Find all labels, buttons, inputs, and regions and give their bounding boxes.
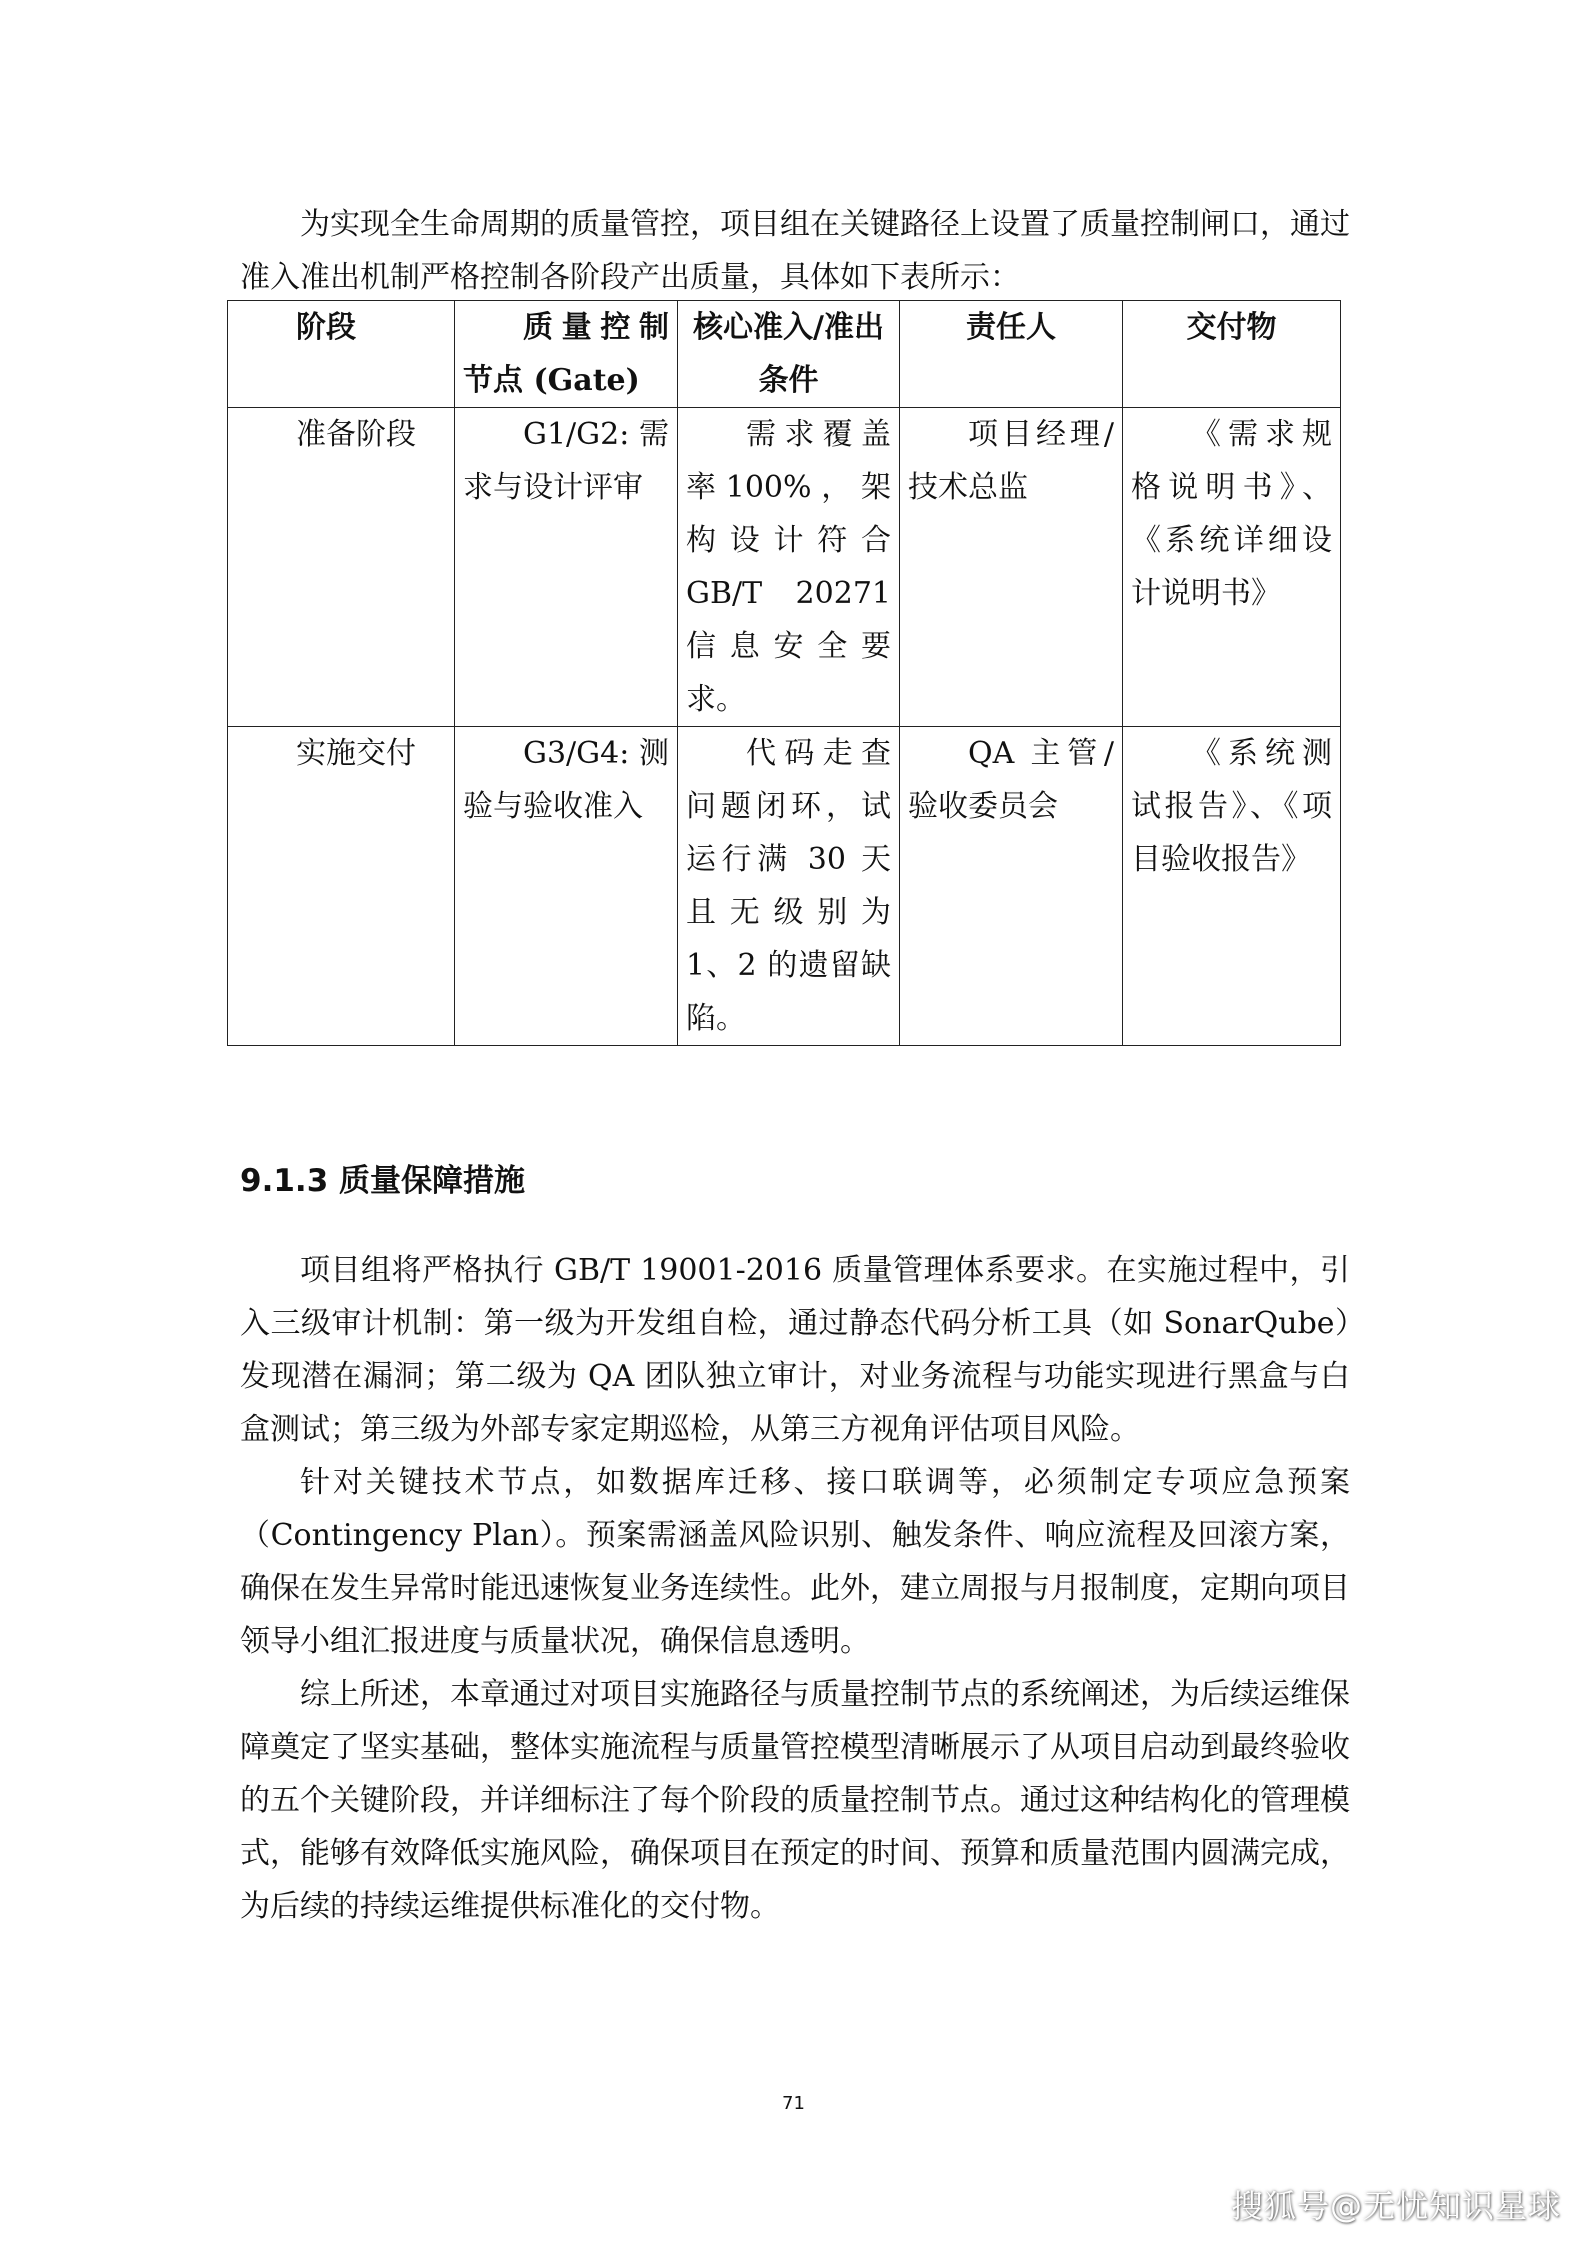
header-gate: 质量控制节点 (Gate) xyxy=(455,301,678,408)
cell-deliverable: 《系统测试报告》、《项目验收报告》 xyxy=(1123,727,1341,1046)
intro-paragraph: 为实现全生命周期的质量管控，项目组在关键路径上设置了质量控制闸口，通过准入准出机制严格控制各阶段产出质量，具体如下表所示： xyxy=(240,207,1350,295)
cell-deliverable: 《需求规格说明书》、《系统详细设计说明书》 xyxy=(1123,408,1341,727)
body-paragraph: 针对关键技术节点，如数据库迁移、接口联调等，必须制定专项应急预案（Contingency Plan）。预案需涵盖风险识别、触发条件、响应流程及回滚方案，确保在发生异常时能迅速恢复业务连续性。此外，建立周报与月报制度，定期向项目领导小组汇报进度与质量状况，确保信息透明。 xyxy=(240,1465,1350,1659)
table-header-row xyxy=(228,301,1341,408)
header-criteria: 核心准入/准出条件 xyxy=(678,301,900,408)
quality-gate-table xyxy=(227,300,1341,1046)
table-row xyxy=(228,727,1341,1046)
body-paragraph: 项目组将严格执行 GB/T 19001-2016 质量管理体系要求。在实施过程中，引入三级审计机制：第一级为开发组自检，通过静态代码分析工具（如 SonarQube）发现潜在漏洞；第二级为 QA 团队独立审计，对业务流程与功能实现进行黑盒与白盒测试；第三级为外部专家定期巡检，从第三方视角评估项目风险。 xyxy=(240,1253,1350,1447)
cell-criteria: 代码走查问题闭环，试运行满 30 天且无级别为 1、2 的遗留缺陷。 xyxy=(678,727,900,1046)
header-stage: 阶段 xyxy=(228,301,455,408)
cell-gate: G3/G4: 测验与验收准入 xyxy=(455,727,678,1046)
header-owner: 责任人 xyxy=(900,301,1123,408)
cell-gate: G1/G2: 需求与设计评审 xyxy=(455,408,678,727)
table-row xyxy=(228,408,1341,727)
page-number: 71 xyxy=(782,2093,805,2114)
section-heading: 9.1.3 质量保障措施 xyxy=(240,1163,526,1199)
cell-owner: QA 主管/验收委员会 xyxy=(900,727,1123,1046)
cell-stage: 实施交付 xyxy=(228,727,455,1046)
cell-owner: 项目经理/技术总监 xyxy=(900,408,1123,727)
watermark: 搜狐号@无忧知识星球 xyxy=(1230,2187,1561,2225)
body-paragraph: 综上所述，本章通过对项目实施路径与质量控制节点的系统阐述，为后续运维保障奠定了坚实基础，整体实施流程与质量管控模型清晰展示了从项目启动到最终验收的五个关键阶段，并详细标注了每个阶段的质量控制节点。通过这种结构化的管理模式，能够有效降低实施风险，确保项目在预定的时间、预算和质量范围内圆满完成，为后续的持续运维提供标准化的交付物。 xyxy=(240,1677,1350,1924)
header-deliverable: 交付物 xyxy=(1123,301,1341,408)
cell-stage: 准备阶段 xyxy=(228,408,455,727)
cell-criteria: 需求覆盖率100%，架构设计符合GB/T 20271信息安全要求。 xyxy=(678,408,900,727)
